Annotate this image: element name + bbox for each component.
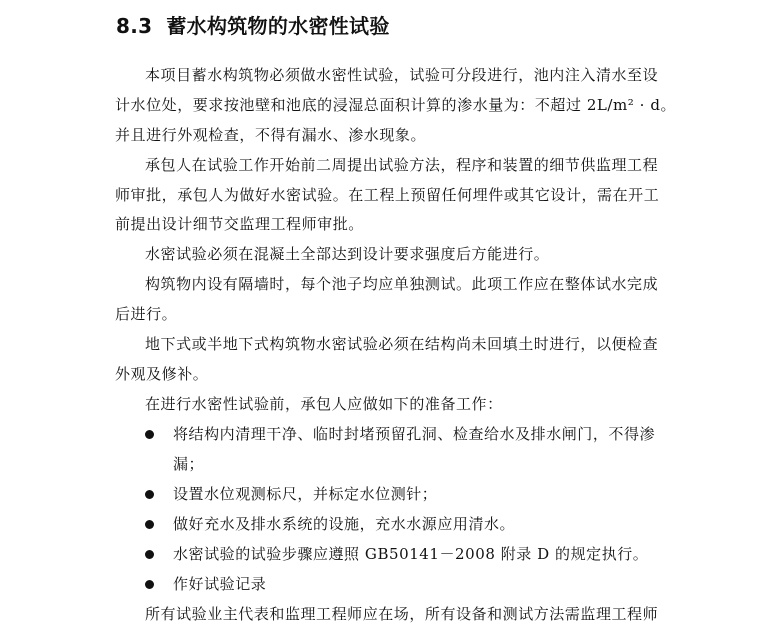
bullet-marker xyxy=(145,490,154,499)
paragraph-line: 后进行。 xyxy=(115,305,178,323)
bullet-item-line: 漏； xyxy=(173,455,205,473)
bullet-item-line: 将结构内清理干净、临时封堵预留孔洞、检查给水及排水闸门，不得渗 xyxy=(173,425,656,443)
paragraph-line: 承包人在试验工作开始前二周提出试验方法，程序和装置的细节供监理工程 xyxy=(145,156,659,174)
bullet-marker xyxy=(145,550,154,559)
paragraph-line: 师审批，承包人为做好水密试验。在工程上预留任何埋件或其它设计，需在开工 xyxy=(115,186,660,204)
bullet-item-line: 作好试验记录 xyxy=(173,575,267,593)
paragraph-line: 并且进行外观检查，不得有漏水、渗水现象。 xyxy=(115,126,427,144)
paragraph-line: 前提出设计细节交监理工程师审批。 xyxy=(115,215,364,233)
paragraph-line: 地下式或半地下式构筑物水密试验必须在结构尚未回填土时进行，以便检查 xyxy=(145,335,659,353)
paragraph-line: 所有试验业主代表和监理工程师应在场，所有设备和测试方法需监理工程师 xyxy=(145,605,659,623)
paragraph-line: 计水位处，要求按池壁和池底的浸湿总面积计算的渗水量为：不超过 2L/m² · d。 xyxy=(115,96,677,114)
bullet-item-line: 做好充水及排水系统的设施，充水水源应用清水。 xyxy=(173,515,516,533)
paragraph-line: 构筑物内设有隔墙时，每个池子均应单独测试。此项工作应在整体试水完成 xyxy=(145,275,659,293)
paragraph-line: 外观及修补。 xyxy=(115,365,209,383)
section-heading xyxy=(116,10,390,39)
bullet-item-line: 水密试验的试验步骤应遵照 GB50141－2008 附录 D 的规定执行。 xyxy=(173,545,649,563)
bullet-item-line: 设置水位观测标尺，并标定水位测针； xyxy=(173,485,438,503)
paragraph-line: 水密试验必须在混凝土全部达到设计要求强度后方能进行。 xyxy=(145,245,550,263)
bullet-marker xyxy=(145,520,154,529)
bullet-marker xyxy=(145,580,154,589)
section-number: 8.3 xyxy=(116,14,153,38)
paragraph-line: 本项目蓄水构筑物必须做水密性试验，试验可分段进行，池内注入清水至设 xyxy=(145,66,659,84)
paragraph-line: 在进行水密性试验前，承包人应做如下的准备工作： xyxy=(145,395,503,413)
section-title: 蓄水构筑物的水密性试验 xyxy=(166,14,390,38)
bullet-marker xyxy=(145,430,154,439)
